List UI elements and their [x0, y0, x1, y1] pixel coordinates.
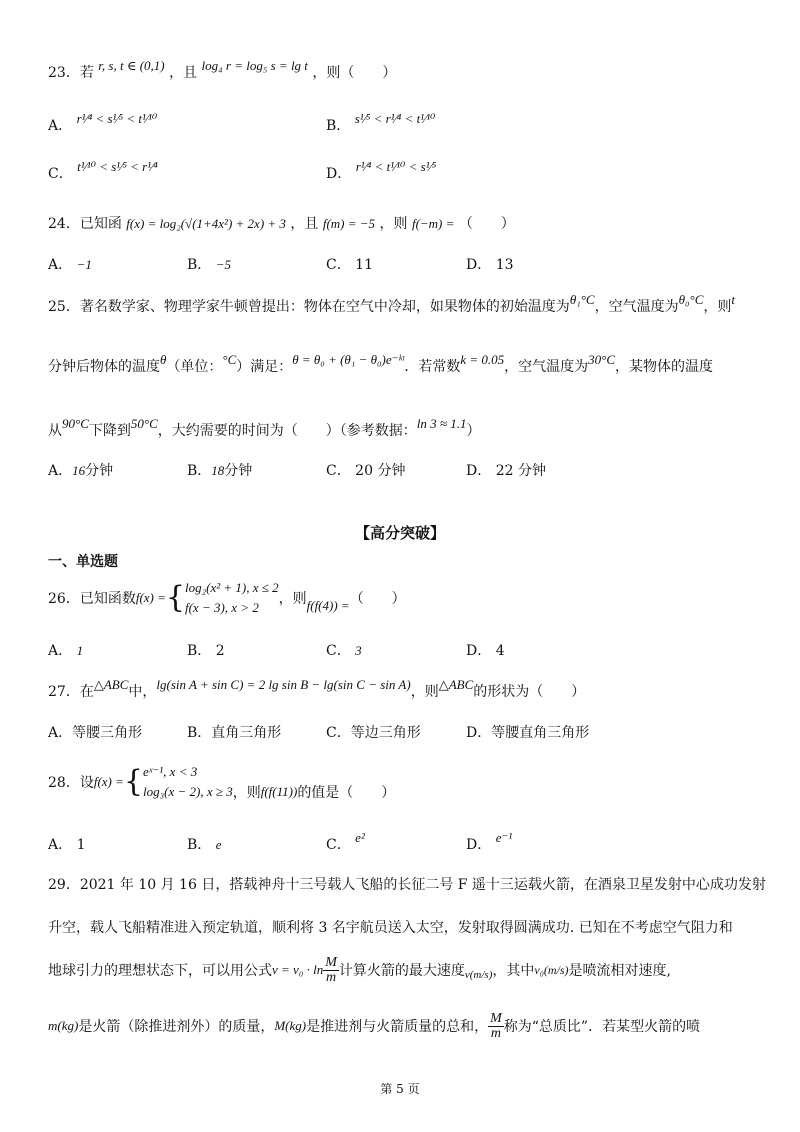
- q24-end: （ ）: [458, 216, 515, 232]
- q25-option-c[interactable]: [326, 460, 405, 480]
- section-subhead: 一、单选题: [48, 554, 118, 570]
- option-expr: s¹⁄⁵ < r¹⁄⁴ < t¹⁄¹⁰: [354, 111, 436, 126]
- option-letter: C．: [326, 257, 351, 273]
- q25-option-d[interactable]: [466, 460, 546, 480]
- left-brace-icon: {: [123, 764, 143, 799]
- q28-mid: ，则: [232, 785, 261, 801]
- q26-option-c[interactable]: [326, 640, 362, 660]
- option-value: 2: [215, 643, 225, 659]
- option-number: 20: [355, 463, 373, 479]
- q28-fx: f(x) =: [93, 774, 124, 789]
- q23-option-b[interactable]: [326, 111, 436, 135]
- q25-to-temp: 50°C: [130, 416, 158, 431]
- q29-v-unit: v(m/s): [464, 969, 493, 981]
- q26-end: （ ）: [349, 591, 406, 607]
- option-value: 4: [495, 643, 505, 659]
- q26-option-d[interactable]: [466, 640, 505, 660]
- q26-ask: f(f(4)) =: [306, 598, 350, 613]
- q27-option-d[interactable]: [466, 722, 589, 742]
- q25-text: 下降到: [88, 423, 131, 439]
- q24-option-b[interactable]: [187, 254, 231, 274]
- q24-ask: f(−m) =: [411, 216, 455, 231]
- q26-option-a[interactable]: [48, 640, 83, 660]
- q28-option-a[interactable]: [48, 834, 86, 854]
- option-letter: C．: [326, 643, 351, 659]
- option-letter: A．: [48, 118, 73, 134]
- q27-mid2: ，则: [410, 684, 439, 700]
- q28-end: 的值是（ ）: [297, 785, 396, 801]
- q27-triangle-2: △ABC: [438, 677, 474, 692]
- q28-option-b[interactable]: [187, 834, 222, 854]
- q25-k-value: k = 0.05: [460, 352, 505, 367]
- option-value: 等腰直角三角形: [491, 725, 590, 741]
- option-letter: B．: [187, 725, 212, 741]
- q29-fraction: [323, 956, 339, 985]
- q25-option-a[interactable]: [48, 460, 113, 480]
- q27-stem-line: [48, 677, 586, 701]
- q25-text: ．若常数: [404, 359, 461, 375]
- q26-cases: [185, 578, 279, 618]
- q25-theta: θ: [160, 352, 167, 367]
- option-letter: C．: [326, 837, 351, 853]
- q28-case-1: eˣ⁻¹, x < 3: [142, 764, 198, 779]
- q25-text: ，空气温度为: [594, 299, 679, 315]
- q24-stem-line: [48, 213, 515, 233]
- q23-option-c[interactable]: [48, 159, 158, 183]
- option-value: −5: [215, 257, 232, 272]
- q29-v0-unit: v₀(m/s): [534, 962, 569, 977]
- option-letter: B．: [326, 118, 351, 134]
- option-letter: D．: [466, 837, 492, 853]
- q24-option-a[interactable]: [48, 254, 92, 274]
- option-number: 22: [495, 463, 514, 479]
- option-letter: C．: [326, 725, 351, 741]
- option-letter: D．: [466, 463, 492, 479]
- q24-function: f(x) = log₂(√(1+4x²) + 2x) + 3: [126, 216, 286, 231]
- q29-text: 是推进剂与火箭质量的总和，: [306, 1019, 489, 1035]
- q29-text: 称为“总质比”．若某型火箭的喷: [503, 1019, 701, 1035]
- q25-air-value: 30°C: [588, 352, 615, 367]
- q29-text: 计算火箭的最大速度: [338, 963, 465, 979]
- q24-option-d[interactable]: [466, 254, 514, 274]
- option-letter: C．: [48, 166, 73, 182]
- q24-condition: f(m) = −5: [322, 216, 376, 231]
- option-value: 13: [495, 257, 514, 273]
- q23-stem: 23．若: [48, 65, 94, 81]
- q29-formula: v = v₀ · ln: [272, 962, 324, 977]
- q25-line-3: [48, 416, 481, 440]
- q29-line-4: [48, 1006, 700, 1046]
- q25-reference: ln 3 ≈ 1.1: [416, 416, 467, 431]
- q29-text: 是喷流相对速度,: [568, 963, 671, 979]
- q25-from-temp: 90°C: [62, 416, 89, 431]
- q26-stem: 26．已知函数: [48, 591, 136, 607]
- option-letter: D．: [466, 725, 492, 741]
- q26-case-1: log₂(x² + 1), x ≤ 2: [184, 580, 279, 595]
- q27-end: 的形状为（ ）: [473, 684, 586, 700]
- option-letter: A．: [48, 463, 73, 479]
- q27-mid: 中，: [128, 684, 157, 700]
- q28-option-d[interactable]: [466, 830, 513, 854]
- option-number: 16: [72, 463, 86, 478]
- q26-case-2: f(x − 3), x > 2: [184, 600, 259, 615]
- q25-text: ，空气温度为: [504, 359, 589, 375]
- option-letter: B．: [187, 643, 212, 659]
- q29-line-3: [48, 950, 671, 990]
- option-letter: D．: [466, 257, 492, 273]
- q27-option-a[interactable]: [48, 722, 142, 742]
- option-letter: D．: [466, 643, 492, 659]
- q28-stem-line: [48, 760, 395, 804]
- option-value: e²: [355, 830, 365, 845]
- q23-mid: ，且: [169, 65, 198, 81]
- option-value: e: [215, 837, 222, 852]
- q28-option-c[interactable]: [326, 830, 365, 854]
- left-brace-icon: {: [165, 580, 185, 615]
- q25-line-2: [48, 352, 713, 376]
- q28-stem: 28．设: [48, 775, 94, 791]
- q28-ask: f(f(11)): [260, 784, 298, 799]
- q25-text: ，大约需要的时间为（ ）（参考数据：: [157, 423, 417, 439]
- q25-option-b[interactable]: [187, 460, 252, 480]
- q24-stem: 24．已知函: [48, 216, 122, 232]
- q24-mid: ，且: [290, 216, 319, 232]
- q29-M-kg: M(kg): [274, 1018, 307, 1033]
- option-value: 等边三角形: [350, 725, 421, 741]
- option-expr: t¹⁄¹⁰ < s¹⁄⁵ < r¹⁄⁴: [77, 159, 158, 174]
- option-letter: C．: [326, 463, 351, 479]
- option-value: e⁻¹: [495, 830, 513, 845]
- q24-option-c[interactable]: [326, 254, 373, 274]
- option-letter: B．: [187, 463, 212, 479]
- option-expr: r¹⁄⁴ < t¹⁄¹⁰ < s¹⁄⁵: [355, 159, 437, 174]
- option-value: 直角三角形: [211, 725, 282, 741]
- option-letter: B．: [187, 837, 212, 853]
- q27-stem: 27．在: [48, 684, 94, 700]
- q25-formula: θ = θ₀ + (θ₁ − θ₀)e⁻ᵏᵗ: [292, 352, 405, 367]
- option-value: 3: [355, 643, 362, 658]
- q23-condition-1: r, s, t ∈ (0,1): [98, 58, 165, 73]
- option-unit: 分钟: [377, 463, 406, 479]
- q23-end: ，则（ ）: [312, 65, 397, 81]
- option-letter: A．: [48, 643, 73, 659]
- q27-formula: lg(sin A + sin C) = 2 lg sin B − lg(sin C − sin A): [156, 677, 411, 692]
- q25-text: 分钟后物体的温度: [48, 359, 160, 375]
- q25-text: ）满足：: [236, 359, 293, 375]
- fraction-denominator: m: [325, 969, 337, 985]
- q29-text: 是火箭（除推进剂外）的质量，: [78, 1019, 275, 1035]
- q29-line-1: 29．2021 年 10 月 16 日，搭载神舟十三号载人飞船的长征二号 F 遥十三运载火箭，在酒泉卫星发射中心成功发射: [48, 877, 766, 893]
- option-expr: r¹⁄⁴ < s¹⁄⁵ < t¹⁄¹⁰: [76, 111, 158, 126]
- q29-fraction-2: [488, 1012, 504, 1041]
- fraction-numerator: M: [325, 954, 337, 970]
- q25-text: 从: [48, 423, 62, 439]
- option-letter: A．: [48, 837, 73, 853]
- q26-fx: f(x) =: [135, 590, 166, 605]
- q25-text: 25．著名数学家、物理学家牛顿曾提出：物体在空气中冷却，如果物体的初始温度为: [48, 299, 570, 315]
- option-letter: A．: [48, 725, 73, 741]
- q23-stem-line: [48, 58, 397, 82]
- q28-case-2: log₃(x − 2), x ≥ 3: [142, 784, 233, 799]
- option-letter: D．: [326, 166, 352, 182]
- q25-text: ）: [466, 423, 481, 439]
- q24-mid2: ，则: [379, 216, 408, 232]
- option-letter: B．: [187, 257, 212, 273]
- q28-cases: [143, 762, 233, 802]
- q26-stem-line: [48, 576, 406, 620]
- q27-triangle: △ABC: [93, 677, 129, 692]
- q25-air-temp: θ₀°C: [678, 292, 704, 307]
- option-unit: 分钟: [224, 463, 253, 479]
- option-unit: 分钟: [85, 463, 114, 479]
- q26-option-b[interactable]: [187, 640, 225, 660]
- q25-text: ，则: [703, 299, 732, 315]
- fraction-numerator: M: [490, 1010, 502, 1026]
- section-title: 【高分突破】: [354, 524, 445, 542]
- option-value: 等腰三角形: [72, 725, 143, 741]
- option-letter: A．: [48, 257, 73, 273]
- q27-option-b[interactable]: [187, 722, 281, 742]
- option-number: 18: [211, 463, 225, 478]
- q25-initial-temp: θ₁°C: [569, 292, 595, 307]
- q25-line-1: [48, 292, 735, 316]
- q25-text: ，某物体的温度: [615, 359, 713, 375]
- q29-line-2: 升空，载人飞船精准进入预定轨道，顺利将 3 名宇航员送入太空，发射取得圆满成功. 已知在不考虑空气阻力和: [48, 920, 733, 936]
- q25-t-var: t: [731, 292, 735, 307]
- q23-condition-2: log₄ r = log₅ s = lg t: [201, 58, 308, 73]
- page-number: 第 5 页: [380, 1082, 420, 1096]
- fraction-denominator: m: [490, 1025, 501, 1041]
- q25-text: （单位：: [166, 359, 223, 375]
- q23-option-a[interactable]: [48, 111, 158, 135]
- q29-text: ，其中: [492, 963, 535, 979]
- q29-text: 地球引力的理想状态下，可以用公式: [48, 963, 272, 979]
- option-value: −1: [76, 257, 92, 272]
- q29-m-kg: m(kg): [48, 1018, 79, 1033]
- option-unit: 分钟: [517, 463, 546, 479]
- q27-option-c[interactable]: [326, 722, 421, 742]
- q23-option-d[interactable]: [326, 159, 437, 183]
- q25-unit: °C: [222, 352, 237, 367]
- option-value: 1: [76, 643, 84, 658]
- q26-mid: ，则: [278, 591, 307, 607]
- option-value: 1: [76, 837, 86, 853]
- option-value: 11: [355, 257, 373, 273]
